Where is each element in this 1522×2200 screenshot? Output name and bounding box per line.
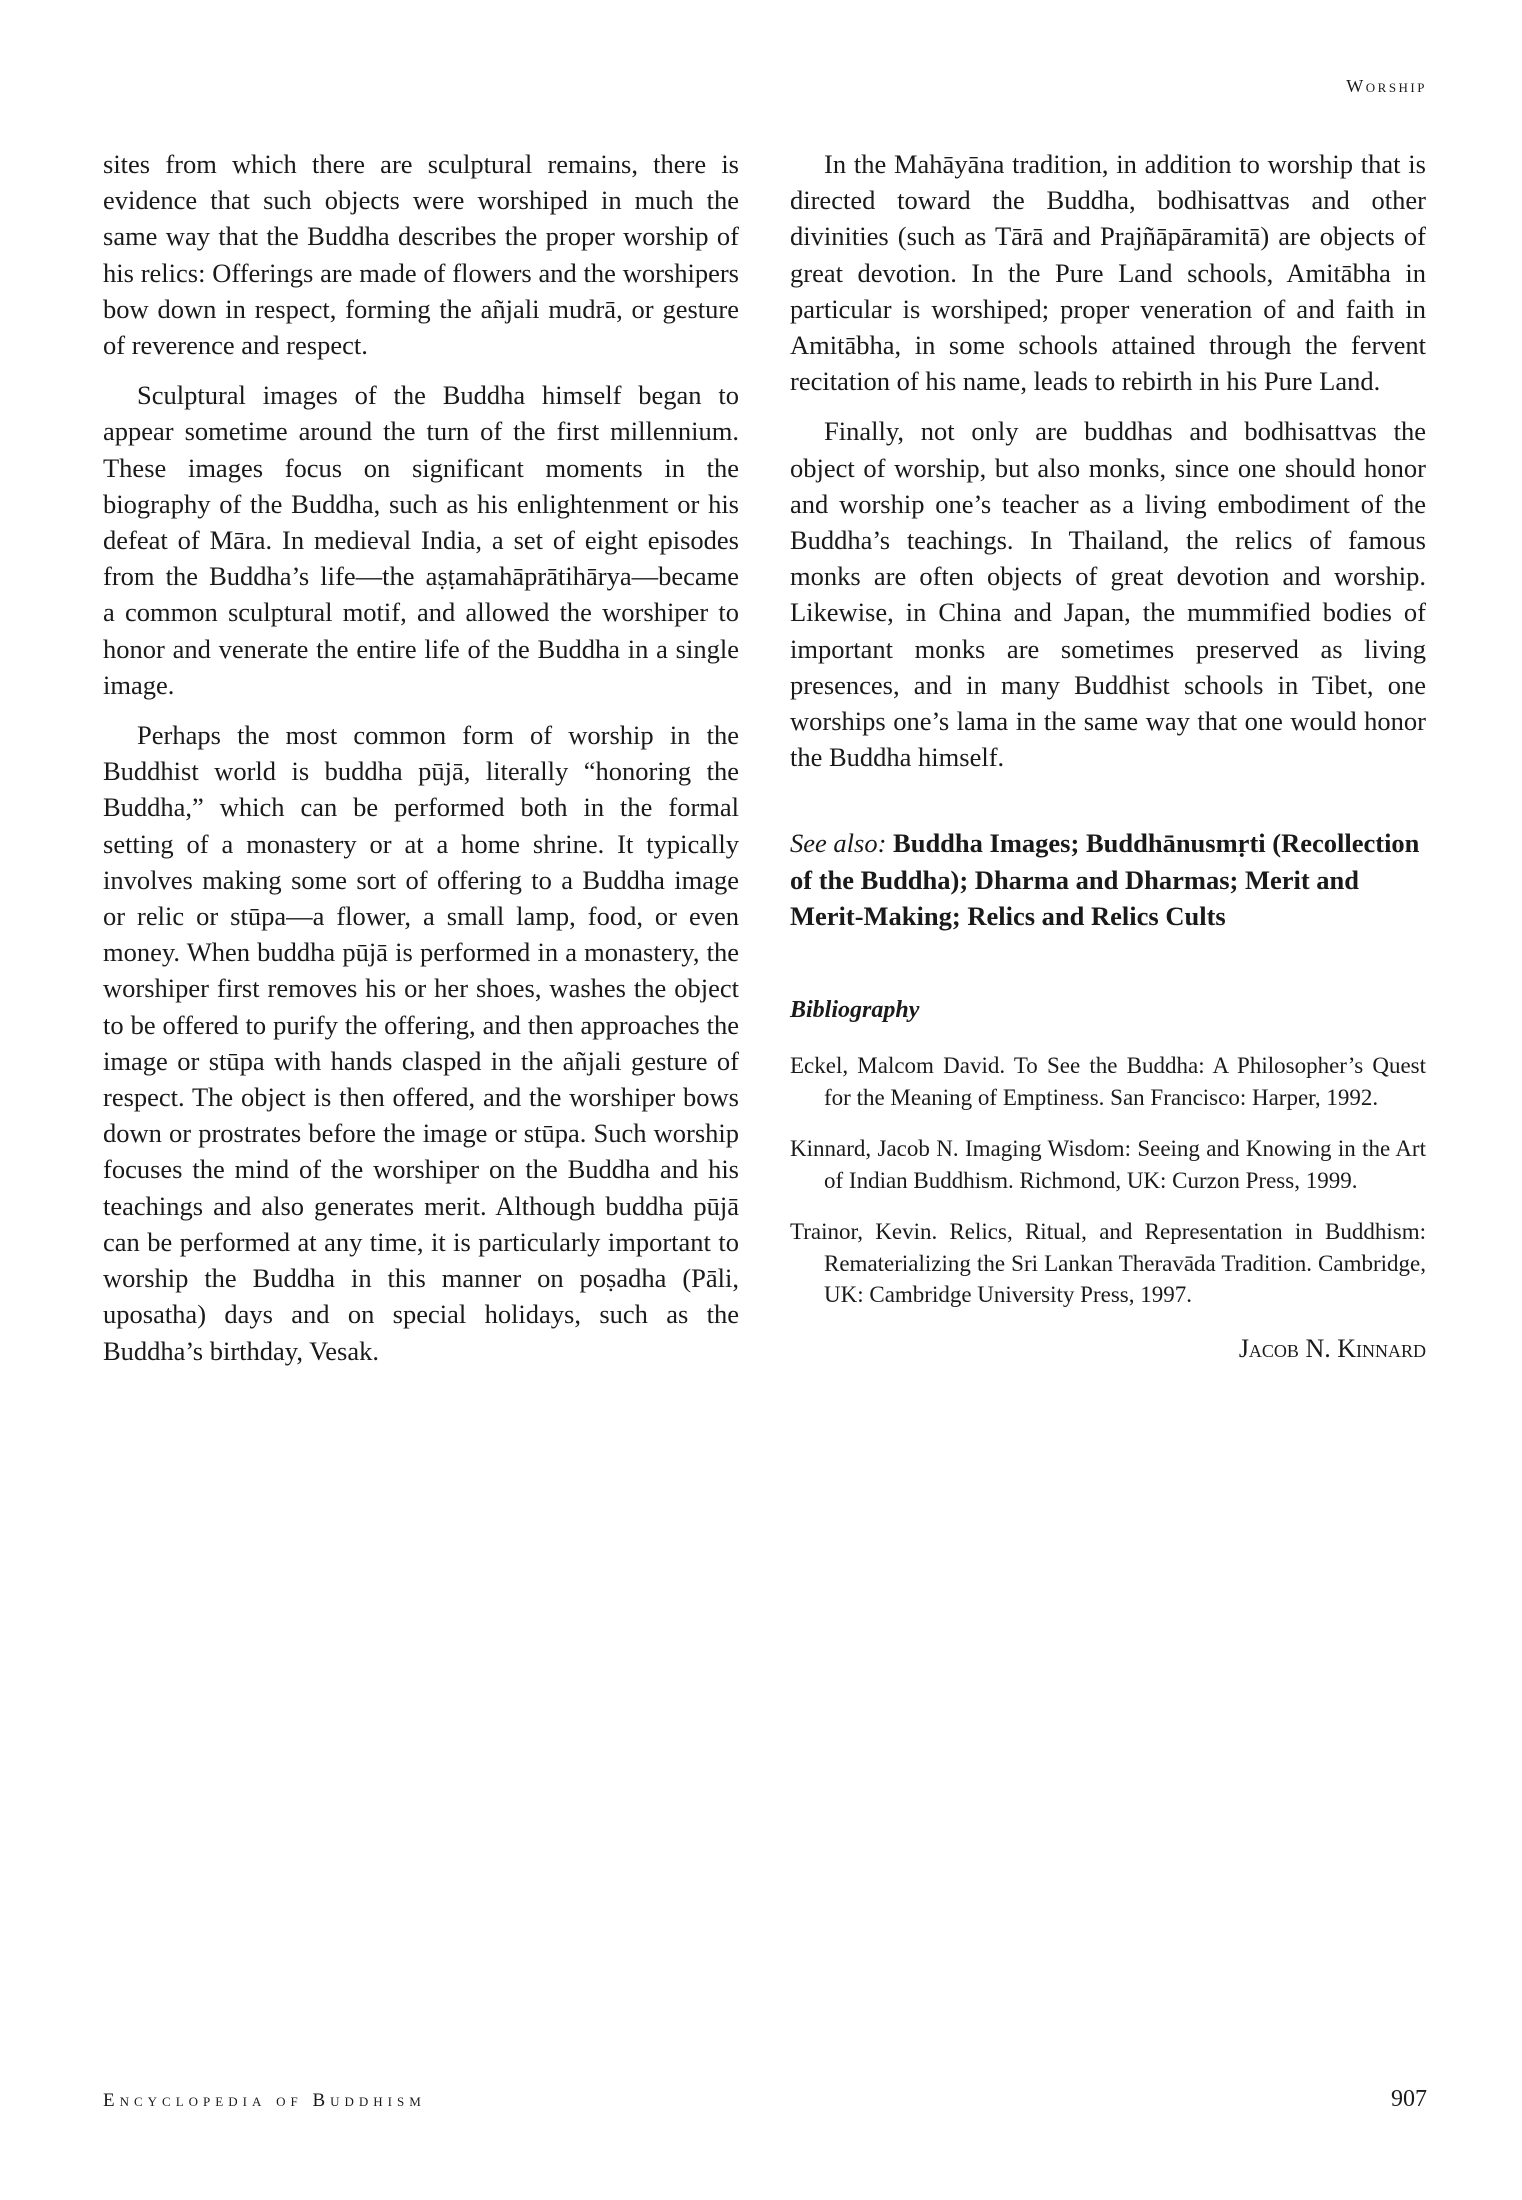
author-signature: Jacob N. Kinnard bbox=[1238, 1333, 1426, 1363]
bibliography-entry: Kinnard, Jacob N. Imaging Wisdom: Seeing and Knowing in the Art of Indian Buddhism. Richmond, UK: Curzon Press, 1999. bbox=[790, 1136, 1426, 1193]
see-also bbox=[790, 825, 1426, 934]
paragraph: Sculptural images of the Buddha himself began to appear sometime around the turn of the first millennium. These images focus on significant moments in the biography of the Buddha, such as his enlightenment or his defeat of Māra. In medieval India, a set of eight episodes from the Buddha’s life—the aṣṭamahāprātihārya—became a common sculptural motif, and allowed the worshiper to honor and venerate the entire life of the Buddha in a single image. bbox=[103, 380, 739, 700]
footer-book-title: Encyclopedia of Buddhism bbox=[103, 2090, 426, 2111]
bibliography-entry: Trainor, Kevin. Relics, Ritual, and Representation in Buddhism: Rematerializing the Sri Lankan Theravāda Tradition. Cambridge, UK: Cambridge University Press, 1997. bbox=[790, 1219, 1426, 1308]
see-also-links: Buddha Images; Buddhānusmṛti (Recollection of the Buddha); Dharma and Dharmas; Merit and Merit-Making; Relics and Relics Cults bbox=[790, 828, 1420, 931]
paragraph: Perhaps the most common form of worship in the Buddhist world is buddha pūjā, literally “honoring the Buddha,” which can be performed both in the formal setting of a monastery or at a home shrine. It typically involves making some sort of offering to a Buddha image or relic or stūpa—a flower, a small lamp, food, or even money. When buddha pūjā is performed in a monastery, the worshiper first removes his or her shoes, washes the object to be offered to purify the offering, and then approaches the image or stūpa with hands clasped in the añjali gesture of respect. The object is then offered, and the worshiper bows down or prostrates before the image or stūpa. Such worship focuses the mind of the worshiper on the Buddha and his teachings and also generates merit. Although buddha pūjā can be performed at any time, it is particularly important to worship the Buddha in this manner on poṣadha (Pāli, uposatha) days and on special holidays, such as the Buddha’s birthday, Vesak. bbox=[103, 720, 739, 1366]
paragraph: In the Mahāyāna tradition, in addition to worship that is directed toward the Buddha, bodhisattvas and other divinities (such as Tārā and Prajñāpāramitā) are objects of great devotion. In the Pure Land schools, Amitābha in particular is worshiped; proper veneration of and faith in Amitābha, in some schools attained through the fervent recitation of his name, leads to rebirth in his Pure Land. bbox=[790, 149, 1426, 397]
right-column bbox=[790, 146, 1426, 1367]
page-number: 907 bbox=[1391, 2086, 1427, 2112]
bibliography-heading: Bibliography bbox=[790, 997, 920, 1024]
left-column bbox=[103, 146, 739, 1383]
see-also-label: See also: bbox=[790, 828, 887, 859]
paragraph: Finally, not only are buddhas and bodhisattvas the object of worship, but also monks, since one should honor and worship one’s teacher as a living embodiment of the Buddha’s teachings. In Thailand, the relics of famous monks are often objects of great devotion and worship. Likewise, in China and Japan, the mummified bodies of important monks are sometimes preserved as living presences, and in many Buddhist schools in Tibet, one worships one’s lama in the same way that one would honor the Buddha himself. bbox=[790, 416, 1426, 773]
bibliography-entry: Eckel, Malcom David. To See the Buddha: A Philosopher’s Quest for the Meaning of Emptiness. San Francisco: Harper, 1992. bbox=[790, 1053, 1426, 1110]
running-head: Worship bbox=[1346, 76, 1427, 96]
paragraph: sites from which there are sculptural remains, there is evidence that such objects were worshiped in much the same way that the Buddha describes the proper worship of his relics: Offerings are made of flowers and the worshipers bow down in respect, forming the añjali mudrā, or gesture of reverence and respect. bbox=[103, 149, 739, 361]
